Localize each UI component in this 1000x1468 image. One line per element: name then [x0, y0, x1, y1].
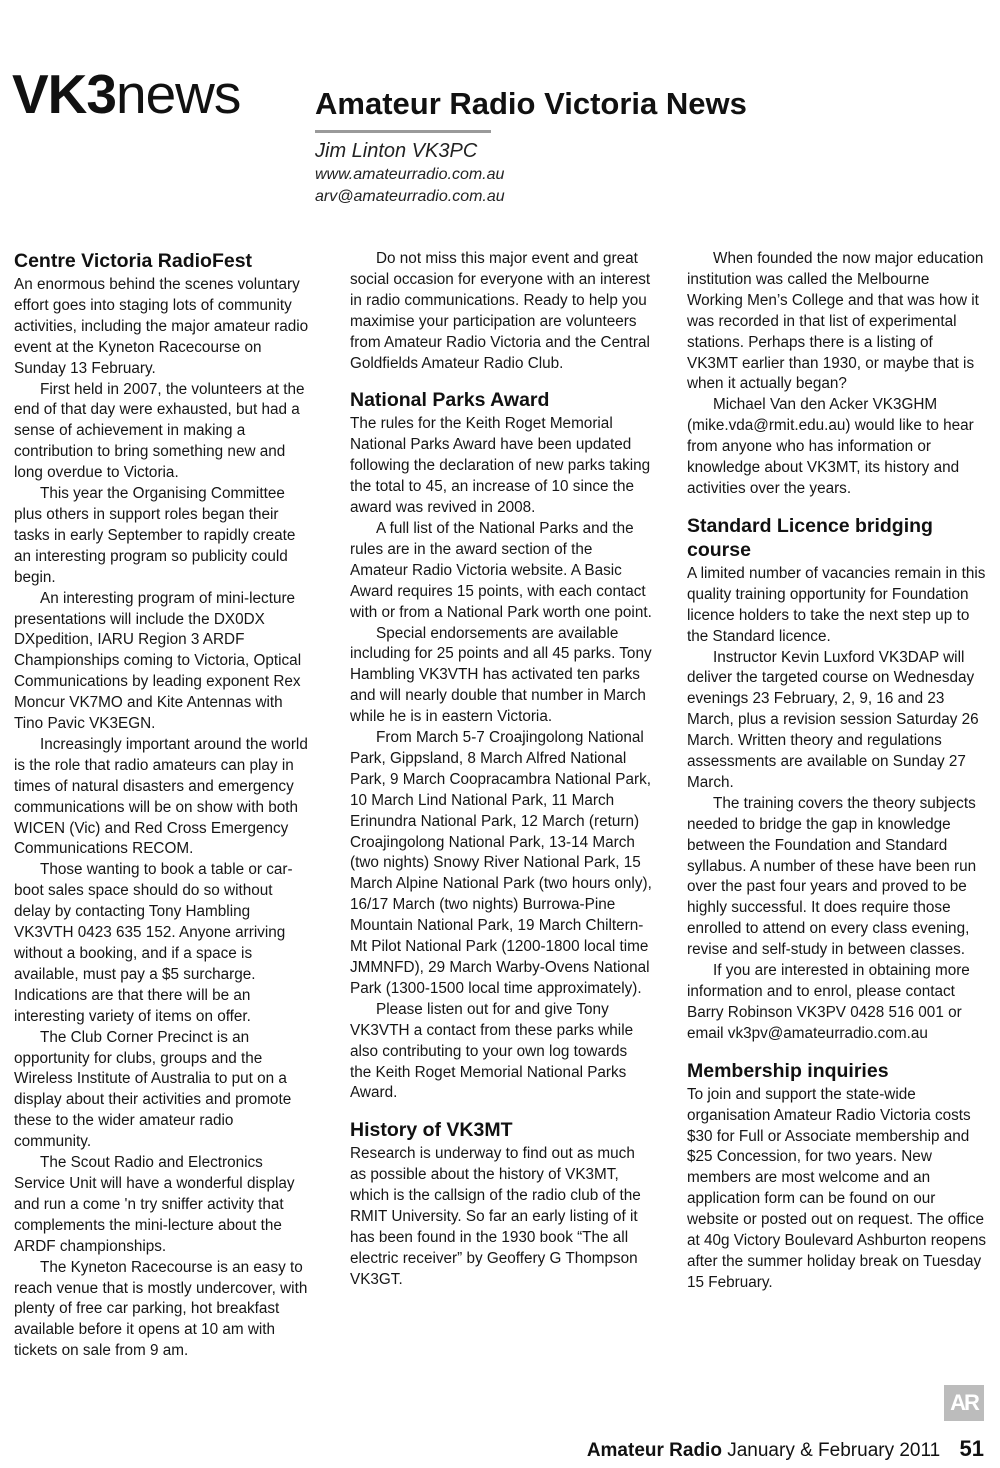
paragraph: Research is underway to find out as much as possible about the history of VK3MT, which is the callsign of the radio club of the RMIT University. So far an early listing of it has been found in the 1930 book “The all electric receiver” by Geoffery G Thompson VK3GT. — [350, 1145, 641, 1288]
paragraph: The training covers the theory subjects needed to bridge the gap in knowledge between the Foundation and Standard syllabus. A number of these have been run over the past four years and proved to be highly successful. It does require those enrolled to attend on every class evening, revise and self-study in between classes. — [687, 794, 977, 959]
paragraph: To join and support the state-wide organisation Amateur Radio Victoria costs $30 for Full or Associate membership and $25 Concession, for two years. New members are most welcome and an application form can be found on our website or posted out on request. The office at 40g Victory Boulevard Ashburton reopens after the summer holiday break on Tuesday 15 February. — [687, 1085, 987, 1291]
heading-standard-licence-bridging-course: Standard Licence bridging course — [687, 514, 933, 561]
paragraph: The Scout Radio and Electronics Service Unit will have a wonderful display and run a come 'n try sniffer activity that complements the mini-lecture about the ARDF championships. — [14, 1154, 295, 1255]
paragraph: Special endorsements are available including for 25 points and all 45 parks. Tony Hambling VK3VTH has activated ten parks and will nearly double that number in March while he is in eastern Victoria. — [350, 624, 652, 726]
heading-membership-inquiries: Membership inquiries — [687, 1059, 889, 1082]
column-3 — [687, 249, 987, 1294]
page-title: Amateur Radio Victoria News — [315, 86, 747, 121]
section-tag — [12, 64, 240, 124]
paragraph: A full list of the National Parks and the rules are in the award section of the Amateur Radio Victoria website. A Basic Award requires 15 points, with each contact with or from a National Park worth one point. — [350, 519, 652, 621]
heading-history-of-vk3mt: History of VK3MT — [350, 1119, 513, 1142]
page-footer — [587, 1436, 984, 1462]
paragraph: Michael Van den Acker VK3GHM (mike.vda@rmit.edu.au) would like to hear from anyone who has information or knowledge about VK3MT, its history and activities over the years. — [687, 396, 974, 497]
ar-logo-icon: AR — [944, 1385, 984, 1421]
paragraph: The rules for the Keith Roget Memorial National Parks Award have been updated following the declaration of new parks taking the total to 45, an increase of 10 since the award was revived in 2008. — [350, 415, 651, 517]
paragraph: Increasingly important around the world is the role that radio amateurs can play in times of natural disasters and emergency communications will be on show with both WICEN (Vic) and Red Cross Emergency Communications RECOM. — [14, 735, 308, 858]
paragraph: An enormous behind the scenes voluntary effort goes into staging lots of community activities, including the major amateur radio event at the Kyneton Racecourse on Sunday 13 February. — [14, 276, 309, 377]
paragraph: From March 5-7 Croajingolong National Park, Gippsland, 8 March Alfred National Park, 9 March Coopracambra National Park, 10 March Lind National Park, 11 March Erinundra National Park, 12 March (return) Croajingolong National Park, 13-14 March (two nights) Snowy River National Park, 15 March Alpine National Park (two hours only), 16/17 March (two nights) Burrowa-Pine Mountain National Park, 19 March Chiltern-Mt Pilot National Park (1200-1800 local time JMMNFD), 29 March Warby-Ovens National Park (1300-1500 local time approximately). — [350, 729, 652, 997]
paragraph: This year the Organising Committee plus others in support roles began their tasks in early September to rapidly create an interesting program so publicity could begin. — [14, 485, 296, 586]
column-1 — [14, 249, 312, 1362]
issue-date: January & February 2011 — [727, 1440, 941, 1461]
paragraph: Those wanting to book a table or car-boot sales space should do so without delay by contacting Tony Hambling VK3VTH 0423 635 152. Anyone arriving without a booking, and if a space is available, must pay a $5 surcharge. Indications are that there will be an interesting variety of items on offer. — [14, 861, 293, 1025]
heading-national-parks-award: National Parks Award — [350, 389, 550, 412]
paragraph: The Kyneton Racecourse is an easy to reach venue that is mostly undercover, with plenty of free car parking, hot breakfast available before it opens at 10 am with tickets on sale from 9 am. — [14, 1258, 308, 1360]
paragraph: Do not miss this major event and great social occasion for everyone with an interest in radio communications. Ready to help you maximise your participation are volunteers from Amateur Radio Victoria and the Central Goldfields Amateur Radio Club. — [350, 250, 651, 372]
publication-name: Amateur Radio — [586, 1440, 722, 1461]
paragraph: Please listen out for and give Tony VK3VTH a contact from these parks while also contributing to your own log towards the Keith Roget Memorial National Parks Award. — [350, 1000, 634, 1102]
column-2 — [350, 249, 652, 1291]
title-rule — [315, 130, 491, 133]
byline — [315, 138, 505, 208]
heading-centre-victoria-radiofest: Centre Victoria RadioFest — [14, 250, 253, 272]
section-tag-rest: news — [116, 63, 241, 125]
paragraph: An interesting program of mini-lecture presentations will include the DX0DX DXpedition, IARU Region 3 ARDF Championships coming to Victoria, Optical Communications by leading exponent Rex Moncur VK7MO and Kite Antennas with Tino Pavic VK3EGN. — [14, 589, 302, 733]
page-number: 51 — [959, 1436, 984, 1461]
author-name: Jim Linton VK3PC — [315, 140, 478, 162]
paragraph: The Club Corner Precinct is an opportunity for clubs, groups and the Wireless Institute of Australia to put on a display about their activities and promote these to the wider amateur radio community. — [14, 1028, 292, 1151]
email-link[interactable]: arv@amateurradio.com.au — [315, 188, 505, 205]
website-link[interactable]: www.amateurradio.com.au — [315, 166, 505, 183]
paragraph: A limited number of vacancies remain in this quality training opportunity for Foundation licence holders to take the next step up to the Standard licence. — [687, 564, 986, 645]
paragraph: When founded the now major education institution was called the Melbourne Working Men’s College and that was how it was recorded in that list of experimental stations. Perhaps there is a listing of VK3MT earlier than 1930, or maybe that is when it actually began? — [687, 250, 984, 393]
paragraph: If you are interested in obtaining more information and to enrol, please contact Barry Robinson VK3PV 0428 516 001 or email vk3pv@amateurradio.com.au — [687, 962, 970, 1042]
paragraph: Instructor Kevin Luxford VK3DAP will deliver the targeted course on Wednesday evenings 23 February, 2, 9, 16 and 23 March, plus a revision session Saturday 26 March. Written theory and regulations assessments are available on Sunday 27 March. — [687, 648, 979, 791]
section-tag-bold: VK3 — [12, 63, 116, 125]
paragraph: First held in 2007, the volunteers at the end of that day were exhausted, but had a sense of achievement in making a contribution to bring something new and long overdue to Victoria. — [14, 380, 305, 482]
